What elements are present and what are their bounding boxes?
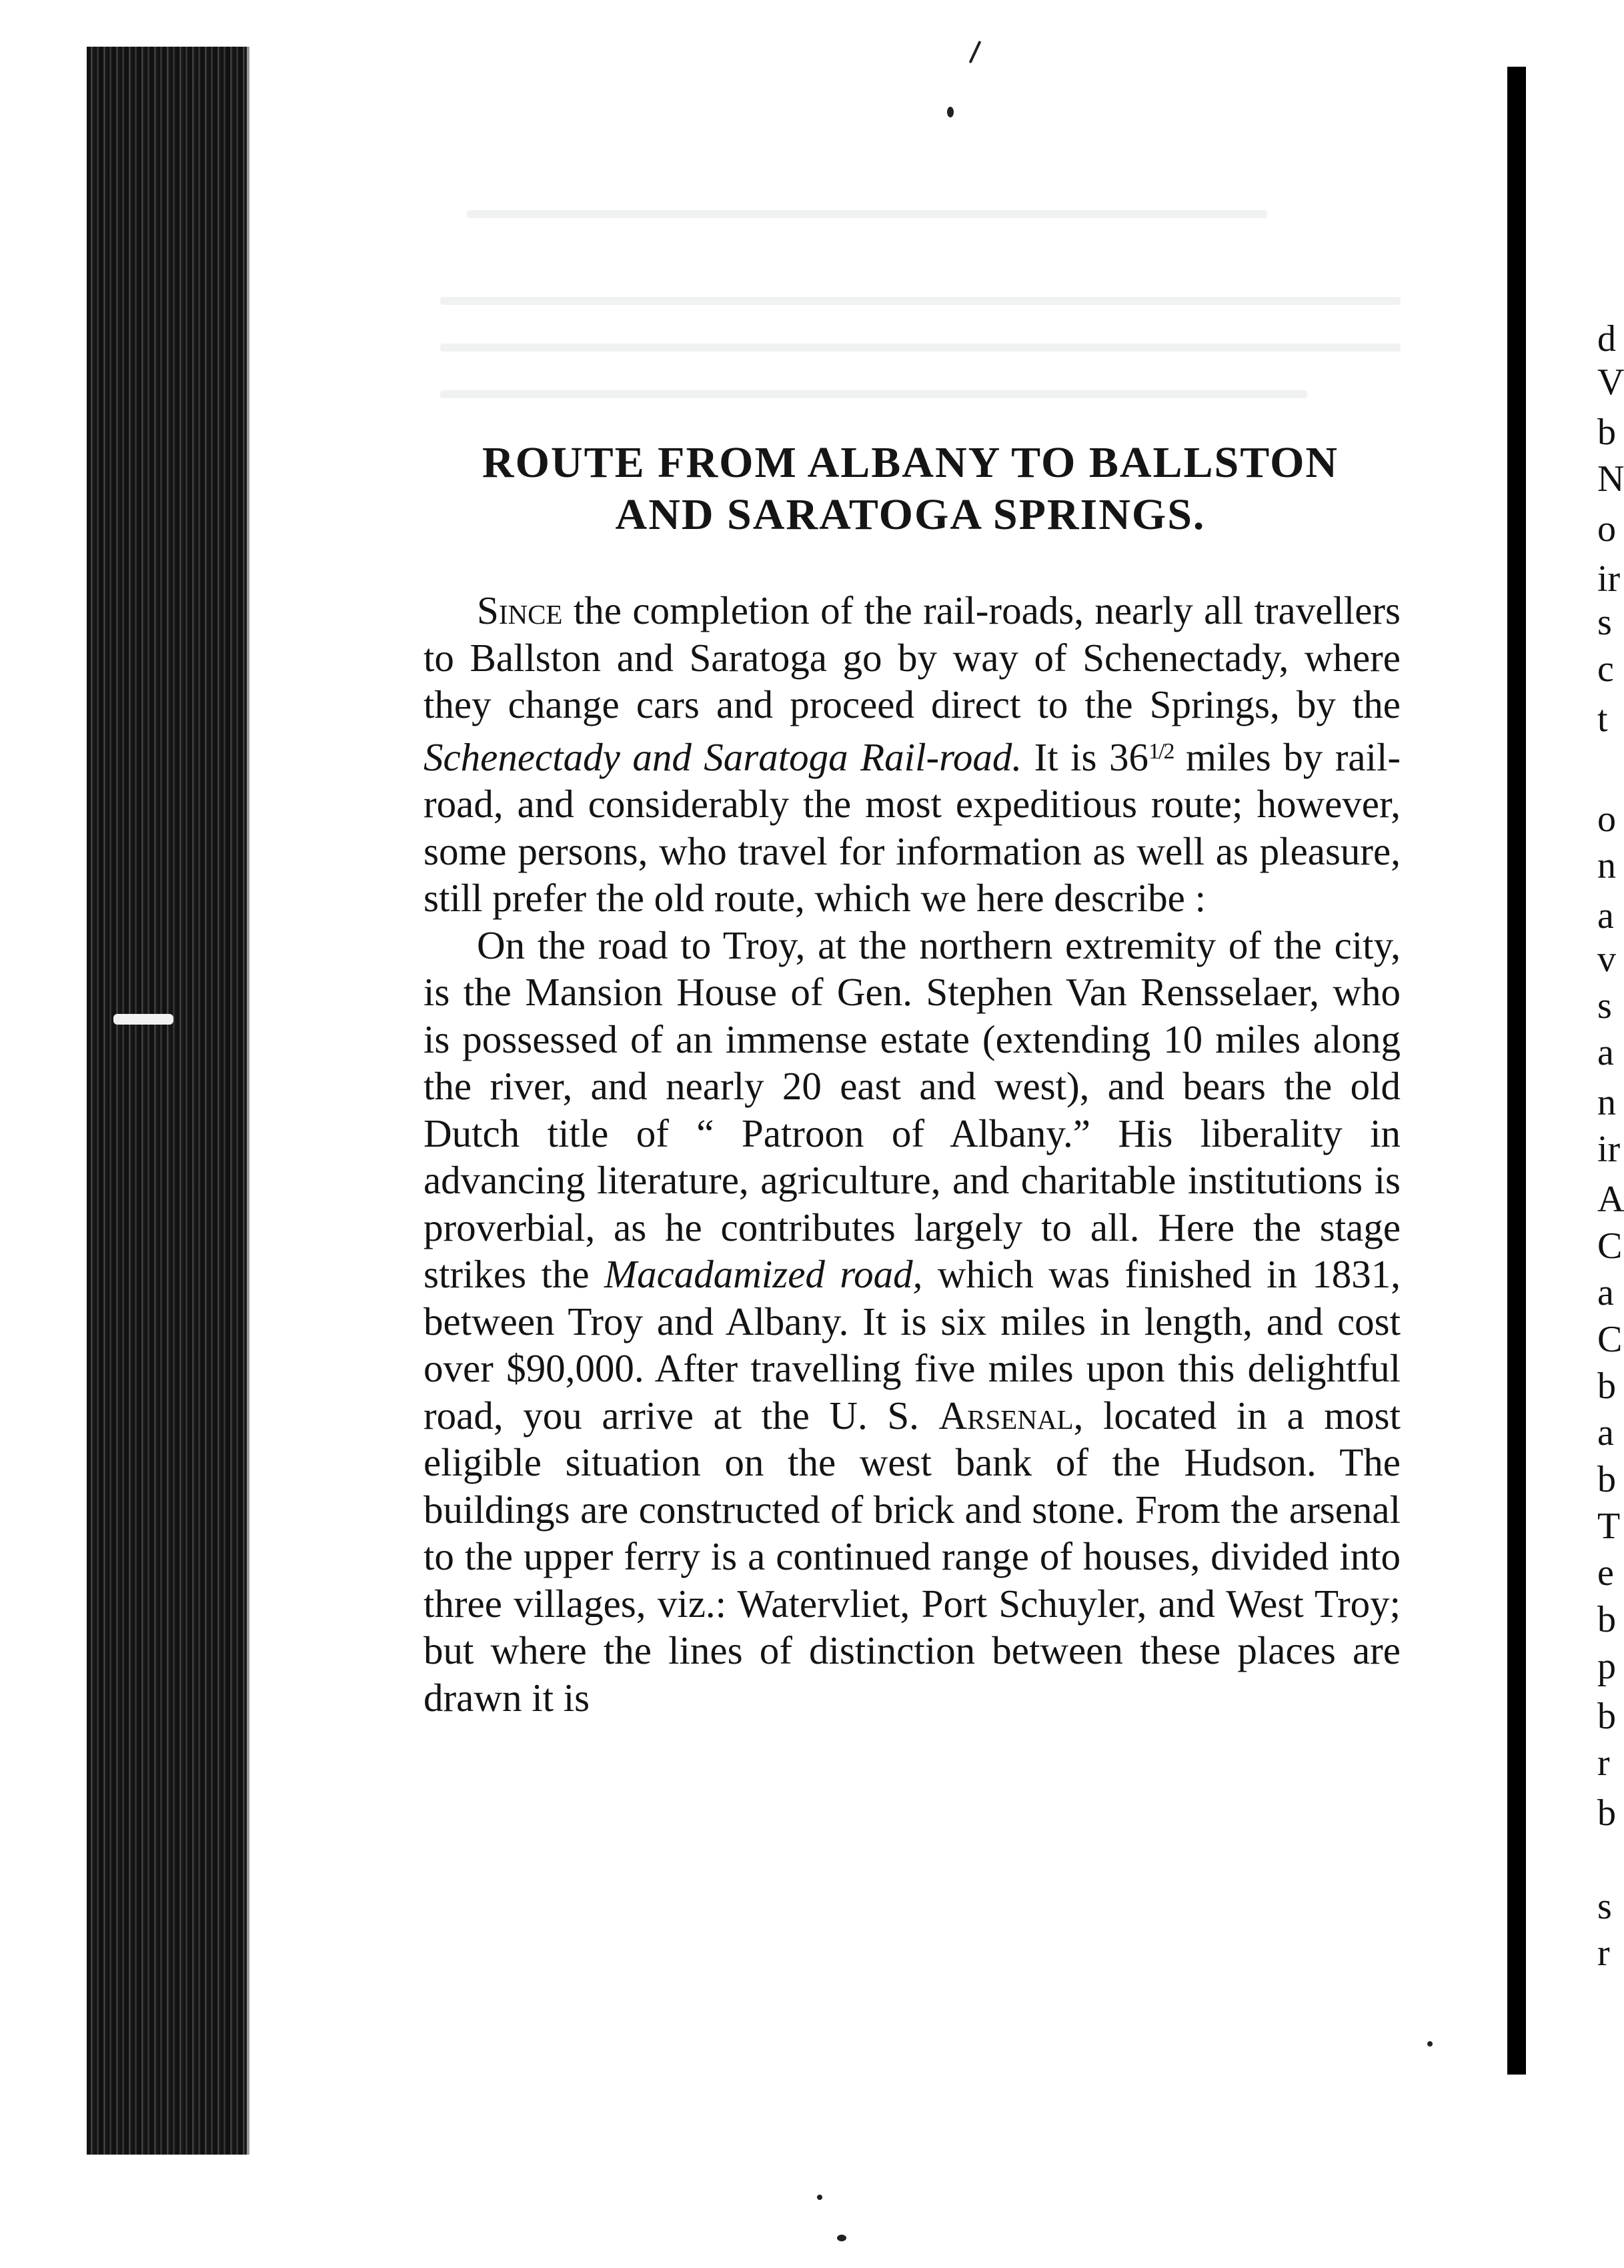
facing-page-letter: a xyxy=(1597,1412,1614,1454)
paragraph-1 xyxy=(424,587,1401,922)
fraction-half: 1/2 xyxy=(1148,738,1174,764)
small-caps-text: Arsenal, xyxy=(938,1393,1084,1438)
facing-page-letter: ir xyxy=(1597,558,1621,600)
facing-page-letter: C xyxy=(1597,1225,1623,1267)
facing-page-letter: s xyxy=(1597,985,1612,1027)
italic-text: Schenectady and Saratoga Rail-road. xyxy=(424,734,1022,779)
facing-page-letter: a xyxy=(1597,895,1614,937)
paragraph-text: It is 36 xyxy=(1022,734,1148,779)
paragraph-text: miles by rail-road, and considerably the most expeditious route; however, some persons, who travel for information as well as pleasure, still prefer the old route, which we here describe : xyxy=(424,734,1401,920)
show-through xyxy=(440,390,1307,398)
book-fore-edge xyxy=(87,47,247,2155)
facing-page-letter: b xyxy=(1597,1696,1616,1737)
facing-page-letter: s xyxy=(1597,1886,1612,1927)
paragraph-text: On the road to Troy, at the northern extremity of the city, is the Mansion House of Gen. Stephen Van Rensselaer, who is possessed of an immense estate (extending 10 miles along the river, and nearly 20 east and west), and bears the old Dutch title of “ Patroon of Albany.” His liberality in advancing literature, agriculture, and charitable institutions is proverbial, as he contributes largely to all. Here the stage strikes the xyxy=(424,923,1401,1296)
facing-page-letter: n xyxy=(1597,1082,1616,1123)
paragraph-text: which was finished in 1831, between Troy and Albany. It is six miles in length, and cost over $90,000. After travelling five miles upon this delightful road, you arrive at the U. S. xyxy=(424,1252,1401,1438)
facing-page-letter: s xyxy=(1597,602,1612,643)
italic-text: Macadamized road, xyxy=(604,1252,923,1296)
facing-page-letter: b xyxy=(1597,1792,1616,1834)
show-through xyxy=(440,297,1401,305)
paragraph-lead: Since xyxy=(477,588,563,632)
facing-page-letter: e xyxy=(1597,1552,1614,1594)
facing-page-letter: a xyxy=(1597,1032,1614,1073)
facing-page-letter: o xyxy=(1597,508,1616,550)
facing-page-letter: b xyxy=(1597,1599,1616,1640)
facing-page-letter: d xyxy=(1597,318,1616,360)
facing-page-letter: T xyxy=(1597,1506,1621,1547)
chapter-heading xyxy=(420,437,1401,541)
ink-speck xyxy=(817,2195,822,2200)
facing-page-letter: r xyxy=(1597,1742,1610,1784)
ink-speck xyxy=(837,2235,846,2241)
ink-speck xyxy=(947,107,954,117)
facing-page-letter: A xyxy=(1597,1179,1624,1220)
facing-page-letter: t xyxy=(1597,698,1608,740)
facing-page-letter: b xyxy=(1597,412,1616,453)
show-through xyxy=(467,210,1267,218)
paragraph-2 xyxy=(424,922,1401,1722)
facing-page-letter: c xyxy=(1597,648,1614,690)
facing-page-letter: a xyxy=(1597,1272,1614,1313)
facing-page-letter: C xyxy=(1597,1319,1623,1360)
ink-speck xyxy=(1427,2041,1433,2047)
paragraph-text: the completion of the rail-roads, nearly all travellers to Ballston and Saratoga go by way of Schenectady, where they change cars and proceed direct to the Springs, by the xyxy=(424,588,1401,726)
facing-page-letter: b xyxy=(1597,1459,1616,1500)
page-gutter-shadow xyxy=(1507,67,1526,2075)
paragraph-text: located in a most eligible situation on the west bank of the Hudson. The buildings are constructed of brick and stone. From the arsenal to the upper ferry is a continued range of houses, divided into three villages, viz.: Watervliet, Port Schuyler, and West Troy; but where the lines of distinction between these places are drawn it is xyxy=(424,1393,1401,1720)
facing-page-letter: ir xyxy=(1597,1129,1621,1170)
show-through xyxy=(440,344,1401,352)
body-text xyxy=(424,587,1401,1721)
heading-line-2: AND SARATOGA SPRINGS. xyxy=(615,490,1206,539)
facing-page-letter: p xyxy=(1597,1646,1616,1687)
facing-page-letter: r xyxy=(1597,1932,1610,1974)
heading-line-1: ROUTE FROM ALBANY TO BALLSTON xyxy=(482,438,1339,487)
facing-page-letter: n xyxy=(1597,845,1616,887)
facing-page-letter: o xyxy=(1597,798,1616,840)
facing-page-letter: V xyxy=(1597,362,1624,403)
facing-page-letter: b xyxy=(1597,1365,1616,1407)
facing-page-letter: N xyxy=(1597,458,1624,500)
facing-page-letter: v xyxy=(1597,939,1616,980)
